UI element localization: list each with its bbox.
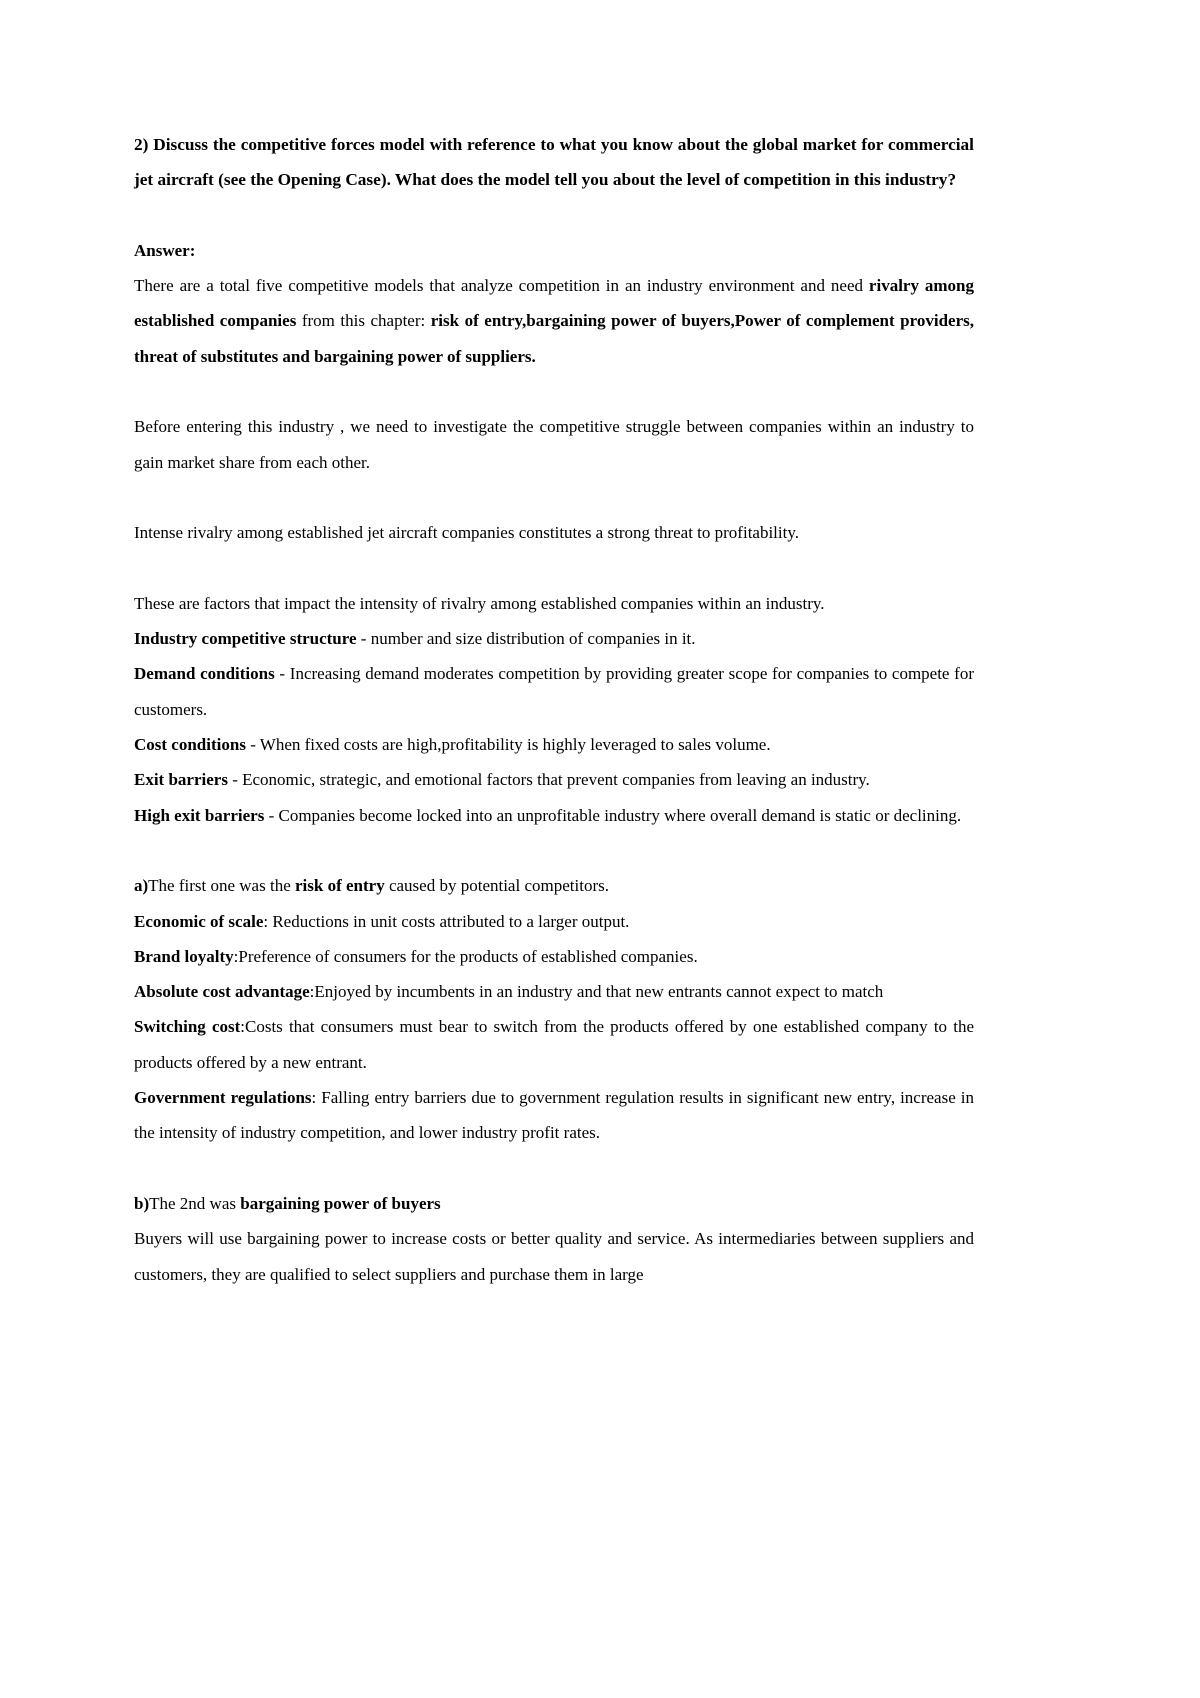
factor-term: Industry competitive structure xyxy=(134,629,357,649)
section-a-text-1: The first one was the xyxy=(148,876,295,896)
entry-barrier-item xyxy=(134,1009,974,1080)
entry-barrier-desc: :Preference of consumers for the products of established companies. xyxy=(233,946,698,966)
factor-item xyxy=(134,656,974,727)
answer-label xyxy=(134,233,974,268)
paragraph-intense-rivalry: Intense rivalry among established jet aircraft companies constitutes a strong threat to profitability. xyxy=(134,523,800,543)
section-b-prefix: b) xyxy=(134,1193,150,1213)
entry-barrier-term: Government regulations xyxy=(134,1088,312,1108)
spacer xyxy=(134,551,974,586)
factor-item xyxy=(134,762,974,797)
answer-intro-bold-1: rivalry among established companies xyxy=(134,276,975,331)
section-a-prefix: a) xyxy=(134,876,149,896)
section-a-heading xyxy=(134,868,974,903)
answer-intro-text-2: from this chapter: xyxy=(296,311,431,331)
entry-barrier-desc: : Reductions in unit costs attributed to a larger output. xyxy=(263,911,630,931)
answer-intro xyxy=(134,268,974,374)
answer-intro-text-1: There are a total five competitive models that analyze competition in an industry environment and need xyxy=(134,276,869,296)
spacer xyxy=(134,480,974,515)
entry-barrier-item xyxy=(134,939,974,974)
spacer xyxy=(134,1151,974,1186)
section-b-paragraph: Buyers will use bargaining power to increase costs or better quality and service. As intermediaries between suppliers and customers, they are qualified to select suppliers and purchase them in large xyxy=(134,1229,974,1284)
answer-intro-bold-2: risk of entry,bargaining power of buyers,Power of complement providers, threat of substitutes and bargaining power of suppliers. xyxy=(134,311,974,366)
factor-term: High exit barriers xyxy=(134,805,265,825)
factor-desc: - When fixed costs are high,profitability is highly leveraged to sales volume. xyxy=(245,735,771,755)
factor-item xyxy=(134,727,974,762)
document-page xyxy=(134,127,974,1292)
entry-barrier-item xyxy=(134,1080,974,1151)
factor-term: Demand conditions xyxy=(134,664,275,684)
entry-barrier-item xyxy=(134,974,974,1009)
section-a-text-2: caused by potential competitors. xyxy=(384,876,609,896)
entry-barrier-desc: : Falling entry barriers due to government regulation results in significant new entry, increase in the intensity of industry competition, and lower industry profit rates. xyxy=(134,1088,975,1143)
factor-desc: - number and size distribution of companies in it. xyxy=(356,629,696,649)
paragraph-factors-intro: These are factors that impact the intensity of rivalry among established companies within an industry. xyxy=(134,593,825,613)
factor-item xyxy=(134,621,974,656)
factor-desc: - Companies become locked into an unprofitable industry where overall demand is static or declining. xyxy=(264,805,962,825)
entry-barrier-term: Economic of scale xyxy=(134,911,264,931)
factor-term: Cost conditions xyxy=(134,735,246,755)
entry-barrier-desc: :Enjoyed by incumbents in an industry and that new entrants cannot expect to match xyxy=(309,982,884,1002)
factor-desc: - Increasing demand moderates competition by providing greater scope for companies to compete for customers. xyxy=(134,664,975,719)
section-b-bold: bargaining power of buyers xyxy=(240,1193,441,1213)
section-b-heading xyxy=(134,1186,974,1221)
answer-label-text: Answer: xyxy=(134,240,196,260)
factor-desc: - Economic, strategic, and emotional factors that prevent companies from leaving an industry. xyxy=(227,770,870,790)
entry-barrier-term: Absolute cost advantage xyxy=(134,982,310,1002)
entry-barrier-term: Switching cost xyxy=(134,1017,241,1037)
entry-barrier-item xyxy=(134,904,974,939)
entry-barrier-term: Brand loyalty xyxy=(134,946,234,966)
factor-item xyxy=(134,798,974,833)
section-b-text-1: The 2nd was xyxy=(149,1193,241,1213)
question-text: 2) Discuss the competitive forces model with reference to what you know about the global market for commercial jet aircraft (see the Opening Case). What does the model tell you about the level of competition in this industry? xyxy=(134,135,974,190)
factor-term: Exit barriers xyxy=(134,770,228,790)
spacer xyxy=(134,374,974,409)
spacer xyxy=(134,833,974,868)
entry-barrier-desc: :Costs that consumers must bear to switch from the products offered by one established company to the products offered by a new entrant. xyxy=(134,1017,974,1072)
spacer xyxy=(134,198,974,233)
paragraph-before-entering: Before entering this industry , we need to investigate the competitive struggle between companies within an industry to gain market share from each other. xyxy=(134,417,974,472)
section-a-bold: risk of entry xyxy=(295,876,385,896)
